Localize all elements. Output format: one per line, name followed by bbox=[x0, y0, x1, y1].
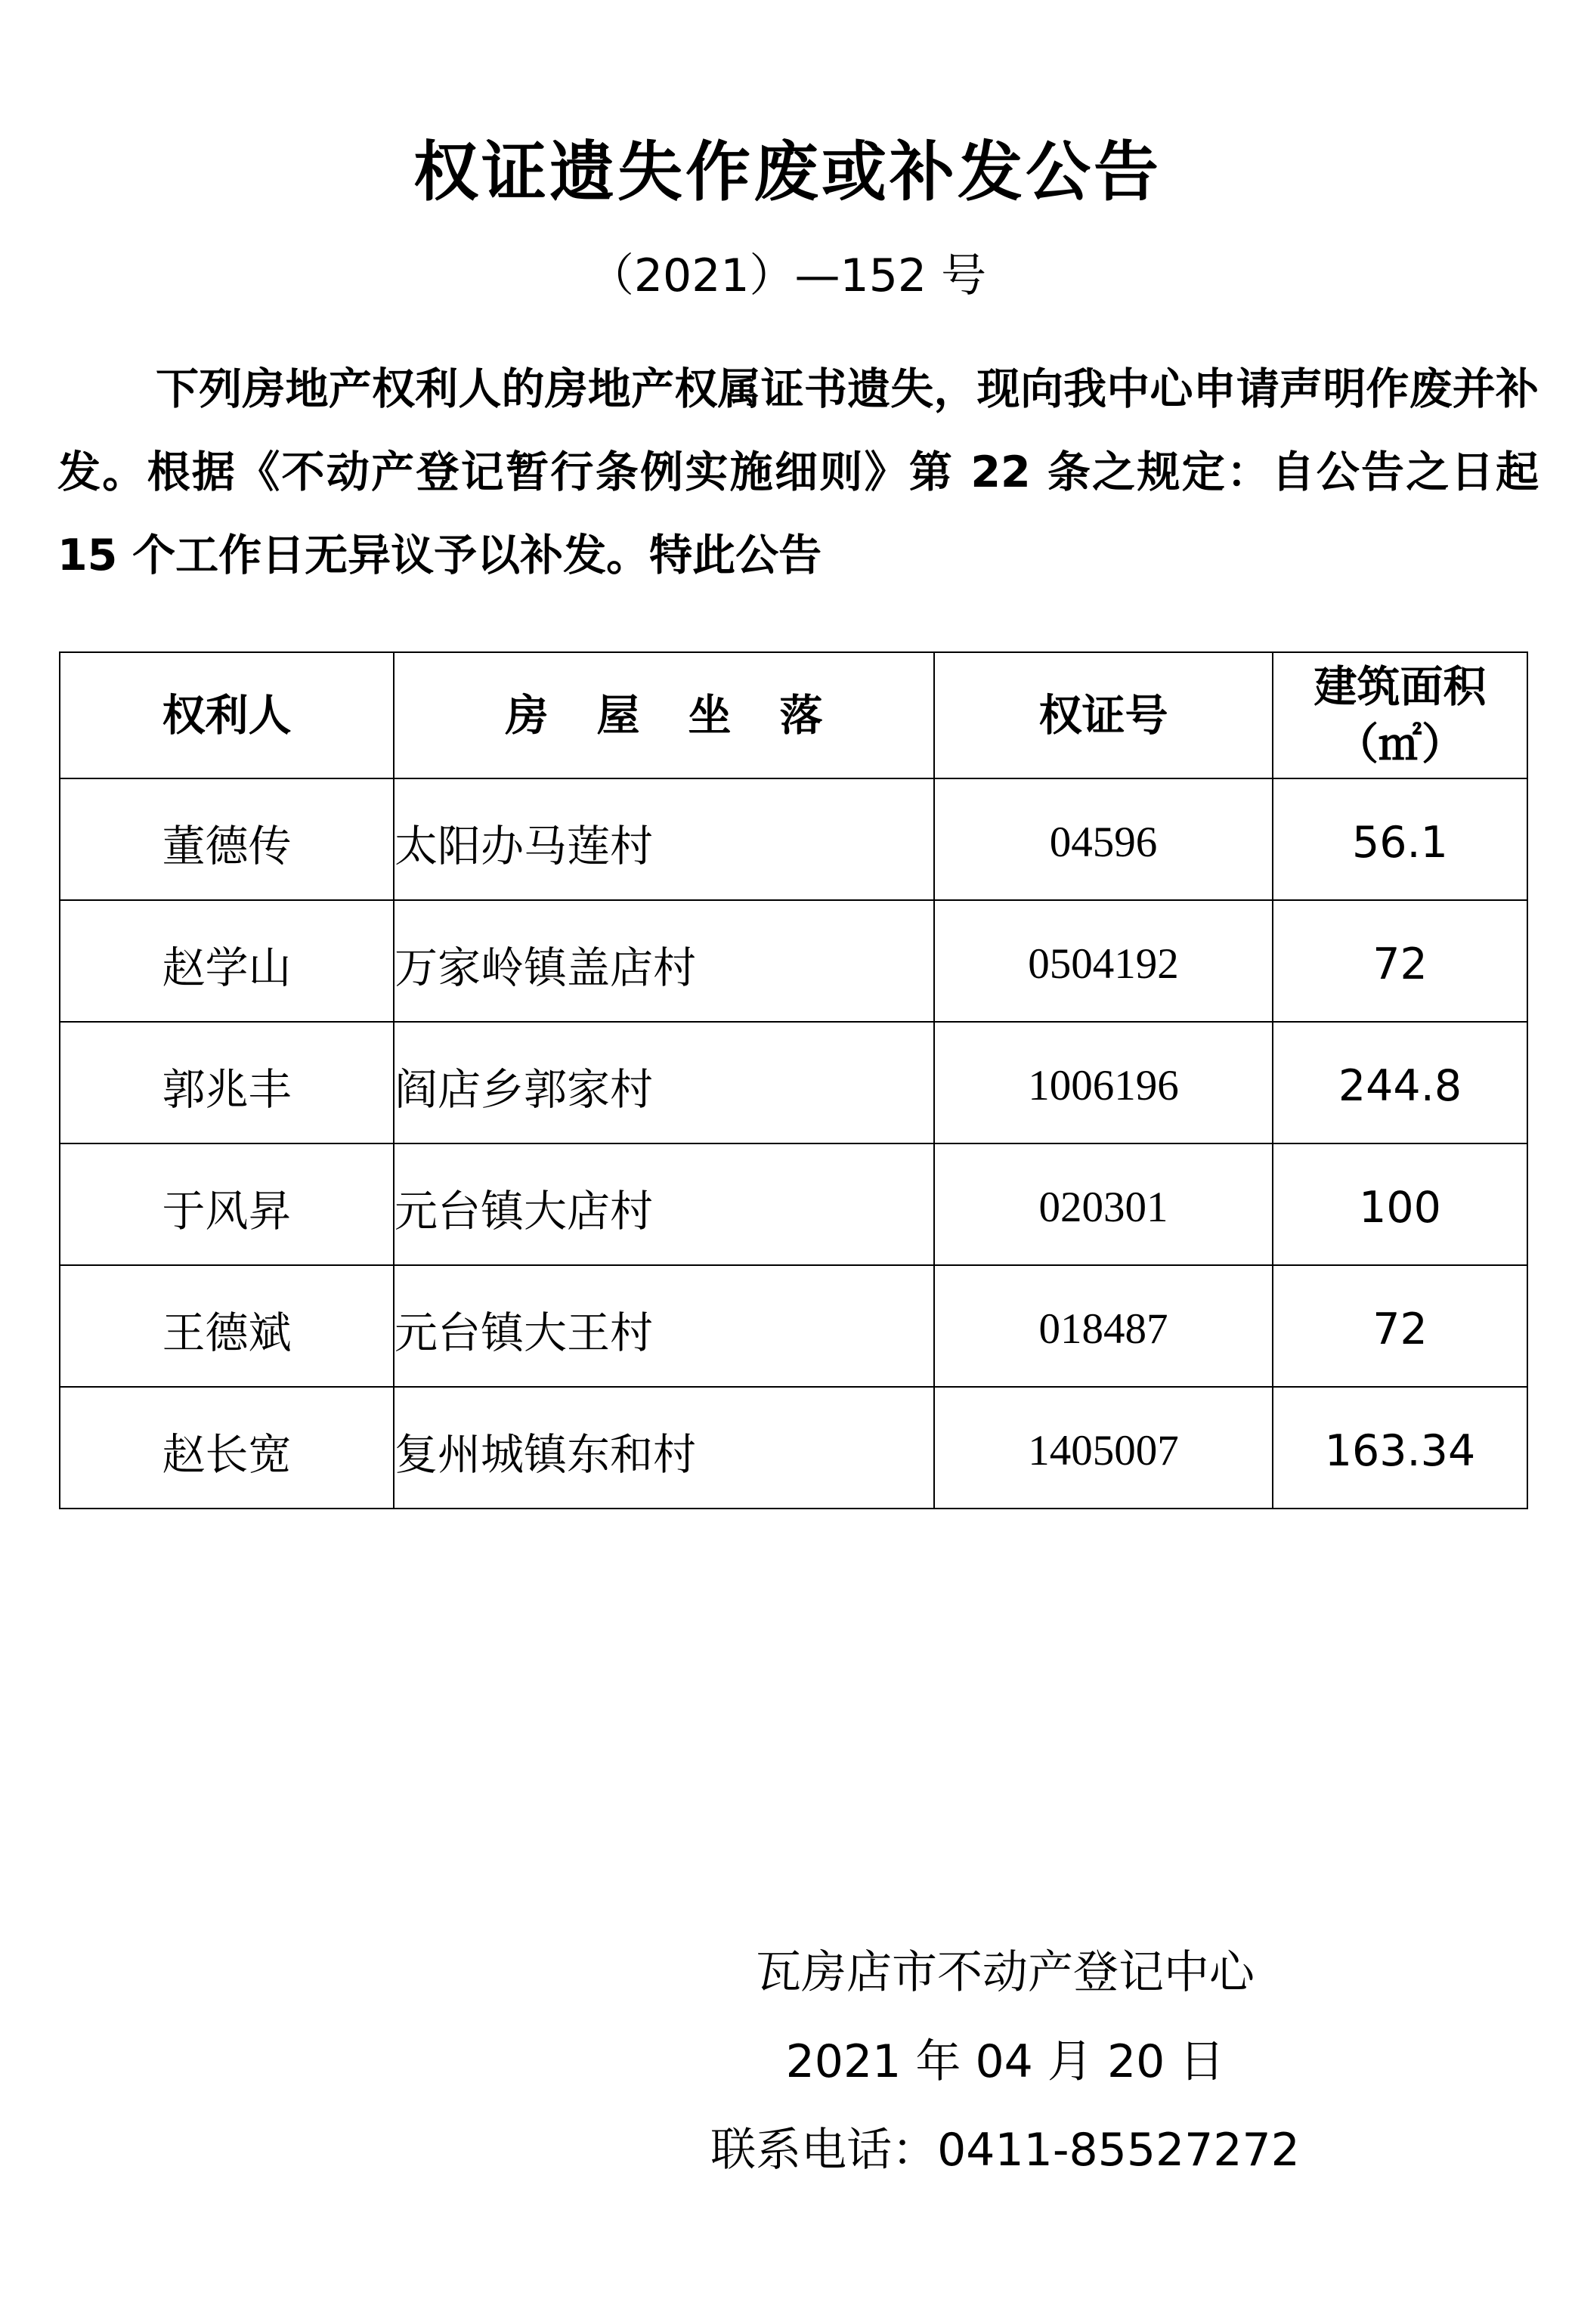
cell-rights-holder: 于风昇 bbox=[60, 1143, 394, 1265]
cell-certificate-number: 018487 bbox=[934, 1265, 1273, 1387]
cell-certificate-number: 0504192 bbox=[934, 900, 1273, 1022]
contact-phone: 联系电话：0411-85527272 bbox=[710, 2124, 1300, 2177]
cell-location: 万家岭镇盖店村 bbox=[394, 900, 934, 1022]
header-floor-area-label: 建筑面积 bbox=[1314, 661, 1487, 712]
header-floor-area bbox=[1273, 652, 1527, 778]
cell-floor-area: 244.8 bbox=[1273, 1022, 1527, 1143]
cell-location: 复州城镇东和村 bbox=[394, 1387, 934, 1509]
issuer-name: 瓦房店市不动产登记中心 bbox=[756, 1946, 1255, 1999]
document-number: （2021）—152 号 bbox=[588, 249, 987, 302]
page-title: 权证遗失作废或补发公告 bbox=[413, 135, 1162, 210]
cell-floor-area: 72 bbox=[1273, 900, 1527, 1022]
cell-certificate-number: 020301 bbox=[934, 1143, 1273, 1265]
header-rights-holder: 权利人 bbox=[60, 652, 394, 778]
header-floor-area-unit: （㎡） bbox=[1335, 719, 1465, 769]
cell-certificate-number: 04596 bbox=[934, 778, 1273, 900]
certificate-table bbox=[59, 651, 1528, 1509]
cell-rights-holder: 王德斌 bbox=[60, 1265, 394, 1387]
header-location bbox=[394, 652, 934, 778]
header-certificate-number: 权证号 bbox=[934, 652, 1273, 778]
cell-rights-holder: 赵学山 bbox=[60, 900, 394, 1022]
cell-location: 太阳办马莲村 bbox=[394, 778, 934, 900]
table-row bbox=[60, 1022, 1527, 1143]
cell-floor-area: 56.1 bbox=[1273, 778, 1527, 900]
issue-date: 2021 年 04 月 20 日 bbox=[785, 2035, 1225, 2088]
cell-floor-area: 100 bbox=[1273, 1143, 1527, 1265]
cell-rights-holder: 赵长宽 bbox=[60, 1387, 394, 1509]
cell-floor-area: 72 bbox=[1273, 1265, 1527, 1387]
table-row bbox=[60, 778, 1527, 900]
cell-floor-area: 163.34 bbox=[1273, 1387, 1527, 1509]
table-header-row bbox=[60, 652, 1527, 778]
table-row bbox=[60, 1387, 1527, 1509]
table-row bbox=[60, 1265, 1527, 1387]
table-row bbox=[60, 900, 1527, 1022]
cell-location: 阎店乡郭家村 bbox=[394, 1022, 934, 1143]
cell-certificate-number: 1006196 bbox=[934, 1022, 1273, 1143]
cell-certificate-number: 1405007 bbox=[934, 1387, 1273, 1509]
cell-rights-holder: 董德传 bbox=[60, 778, 394, 900]
cell-location: 元台镇大店村 bbox=[394, 1143, 934, 1265]
cell-location: 元台镇大王村 bbox=[394, 1265, 934, 1387]
header-location-label: 房屋坐落 bbox=[505, 690, 871, 741]
table-row bbox=[60, 1143, 1527, 1265]
cell-rights-holder: 郭兆丰 bbox=[60, 1022, 394, 1143]
announcement-body: 下列房地产权利人的房地产权属证书遗失，现向我中心申请声明作废并补发。根据《不动产登记暂行条例实施细则》第 22 条之规定：自公告之日起 15 个工作日无异议予以补发。特此公告 bbox=[57, 364, 1539, 580]
